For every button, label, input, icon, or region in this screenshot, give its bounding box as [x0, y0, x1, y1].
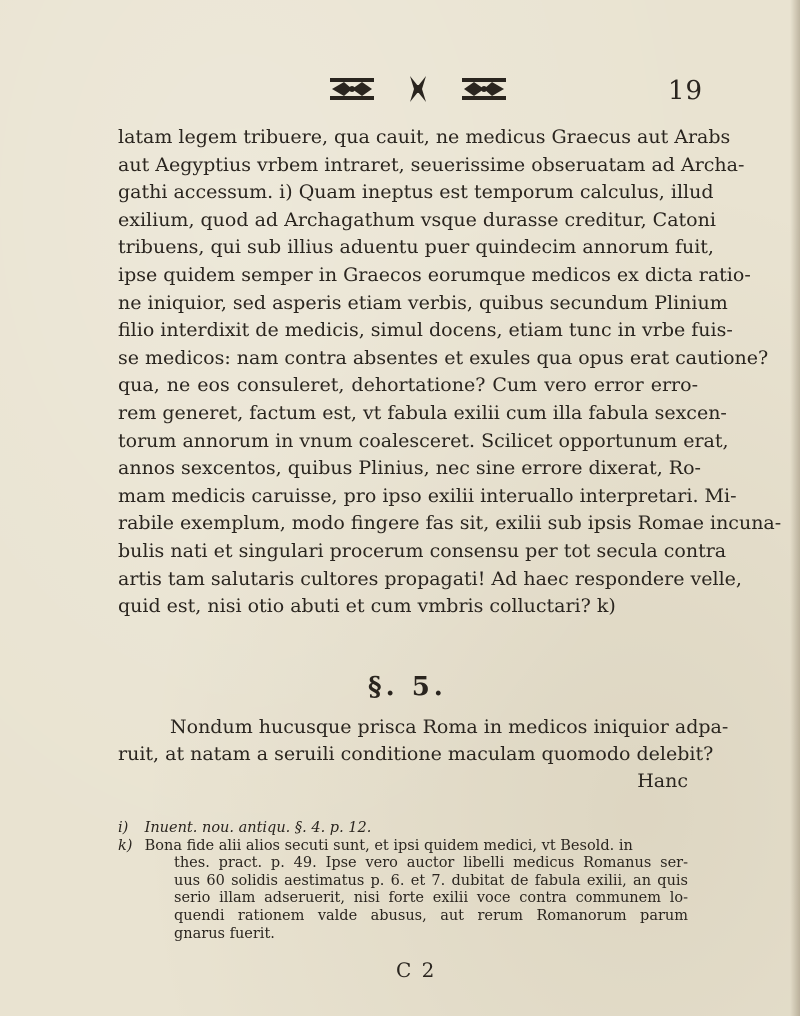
text-line: rem generet, factum est, vt fabula exilii cum illa fabula sexcen-: [118, 401, 727, 424]
text-line: mam medicis caruisse, pro ipso exilii interuallo interpretari. Mi-: [118, 484, 737, 507]
catchword: Hanc: [637, 770, 688, 792]
footnote-text: Bona fide alii alios secuti sunt, et ipsi quidem medici, vt Besold. in: [144, 837, 633, 854]
footnote-text: gnarus fuerit.: [174, 925, 275, 942]
text-line: ne iniquior, sed asperis etiam verbis, quibus secundum Plinium: [118, 291, 728, 314]
text-line: ruit, at natam a seruili conditione maculam quomodo delebit?: [118, 743, 714, 765]
text-line: aut Aegyptius vrbem intraret, seuerissime obseruatam ad Archa-: [118, 153, 745, 176]
text-line: torum annorum in vnum coalesceret. Scilicet opportunum erat,: [118, 429, 729, 452]
footnote-text: uus 60 solidis aestimatus p. 6. et 7. dubitat de fabula exilii, an quis: [174, 872, 688, 889]
text-line: tribuens, qui sub illius aduentu puer quindecim annorum fuit,: [118, 236, 714, 259]
footnote-text: serio illam adseruerit, nisi forte exilii voce contra communem lo-: [174, 890, 688, 907]
text-line: gathi accessum. i) Quam ineptus est temporum calculus, illud: [118, 181, 714, 204]
footnote-mark: i): [118, 820, 129, 836]
footnote-text: quendi rationem valde abusus, aut rerum Romanorum parum: [174, 907, 688, 924]
footnote-text: Inuent. nou. antiqu. §. 4. p. 12.: [144, 820, 372, 836]
signature-mark: C 2: [396, 958, 437, 982]
text-line: quid est, nisi otio abuti et cum vmbris colluctari? k): [118, 595, 616, 618]
text-line: se medicos: nam contra absentes et exules qua opus erat cautione?: [118, 346, 769, 369]
text-line: filio interdixit de medicis, simul docens, etiam tunc in vrbe fuis-: [118, 319, 733, 342]
text-line: qua, ne eos consuleret, dehortatione? Cum vero error erro-: [118, 374, 698, 397]
text-line: bulis nati et singulari procerum consensu per tot secula contra: [118, 539, 727, 562]
text-line: Nondum hucusque prisca Roma in medicos iniquior adpa-: [170, 716, 729, 738]
footnote-k: [118, 838, 688, 856]
page-edge-shadow: [790, 0, 800, 1016]
section-heading: §. 5.: [368, 672, 447, 702]
text-line: ipse quidem semper in Graecos eorumque medicos ex dicta ratio-: [118, 263, 751, 286]
footnote-text: thes. pract. p. 49. Ipse vero auctor libelli medicus Romanus ser-: [174, 855, 688, 872]
footnote-i: [118, 820, 688, 838]
text-line: latam legem tribuere, qua cauit, ne medicus Graecus aut Arabs: [118, 126, 731, 148]
second-paragraph: [118, 714, 729, 795]
footnotes: [118, 820, 688, 943]
header-ornament: [322, 72, 522, 106]
text-line: rabile exemplum, modo fingere fas sit, exilii sub ipsis Romae incuna-: [118, 512, 782, 535]
text-line: annos sexcentos, quibus Plinius, nec sine errore dixerat, Ro-: [118, 457, 701, 480]
footnote-mark: k): [118, 837, 133, 854]
main-paragraph: [118, 124, 782, 621]
page-number: 19: [668, 76, 704, 106]
text-line: exilium, quod ad Archagathum vsque durasse creditur, Catoni: [118, 208, 716, 231]
text-line: artis tam salutaris cultores propagati! Ad haec respondere velle,: [118, 567, 742, 590]
